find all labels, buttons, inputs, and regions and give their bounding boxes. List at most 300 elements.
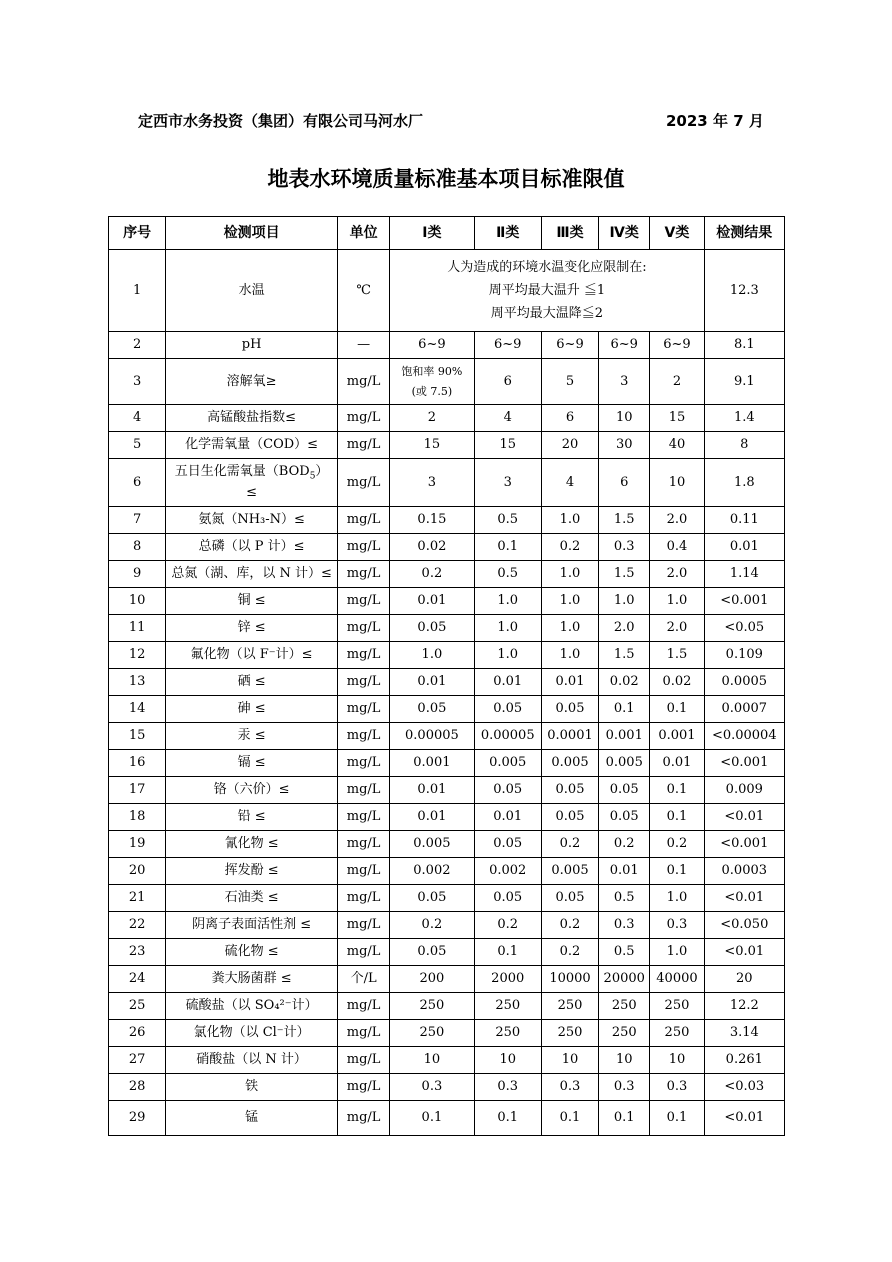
cell-class-4: 1.0 [599, 588, 650, 615]
cell-class-2: 250 [474, 1020, 541, 1047]
cell-item: 阴离子表面活性剂 ≤ [166, 912, 338, 939]
cell-no: 27 [109, 1047, 166, 1074]
cell-unit: mg/L [338, 405, 390, 432]
cell-class-3: 1.0 [541, 588, 598, 615]
cell-class-4: 0.3 [599, 1074, 650, 1101]
cell-result: 0.0003 [704, 858, 784, 885]
cell-result: 1.14 [704, 561, 784, 588]
table-row [109, 831, 785, 858]
cell-item: 硫化物 ≤ [166, 939, 338, 966]
cell-class-3: 10 [541, 1047, 598, 1074]
cell-item: 氟化物（以 F⁻计）≤ [166, 642, 338, 669]
col-header-no: 序号 [109, 217, 166, 250]
cell-no: 8 [109, 534, 166, 561]
document-title: 地表水环境质量标准基本项目标准限值 [267, 167, 625, 191]
cell-class-4: 6 [599, 459, 650, 507]
cell-class-2: 1.0 [474, 588, 541, 615]
cell-class-5: 2.0 [650, 507, 704, 534]
cell-result: 0.0007 [704, 696, 784, 723]
cell-class-5: 0.2 [650, 831, 704, 858]
cell-result: 8 [704, 432, 784, 459]
table-row [109, 459, 785, 507]
cell-class-4: 3 [599, 359, 650, 405]
cell-class-3: 0.01 [541, 669, 598, 696]
cell-no: 24 [109, 966, 166, 993]
cell-class-3: 0.2 [541, 534, 598, 561]
cell-class-1: 0.05 [390, 939, 474, 966]
table-row [109, 885, 785, 912]
cell-class-3: 1.0 [541, 615, 598, 642]
cell-unit: mg/L [338, 777, 390, 804]
table-row [109, 432, 785, 459]
cell-class-1: 6~9 [390, 332, 474, 359]
table-row [109, 332, 785, 359]
cell-result: 3.14 [704, 1020, 784, 1047]
cell-item: 氰化物 ≤ [166, 831, 338, 858]
cell-class-4: 0.2 [599, 831, 650, 858]
cell-item: 氯化物（以 Cl⁻计） [166, 1020, 338, 1047]
cell-class-2: 0.5 [474, 561, 541, 588]
cell-result: 1.8 [704, 459, 784, 507]
cell-unit: mg/L [338, 696, 390, 723]
cell-class-1: 0.02 [390, 534, 474, 561]
note-line: 周平均最大温升 ≦1 [488, 283, 606, 298]
cell-class-4: 10 [599, 405, 650, 432]
cell-class-4: 30 [599, 432, 650, 459]
cell-item: 溶解氧≥ [166, 359, 338, 405]
cell-no: 25 [109, 993, 166, 1020]
cell-class-1: 0.002 [390, 858, 474, 885]
cell-class-4: 0.05 [599, 777, 650, 804]
cell-item: 化学需氧量（COD）≤ [166, 432, 338, 459]
cell-item: 挥发酚 ≤ [166, 858, 338, 885]
cell-class-5: 2.0 [650, 561, 704, 588]
cell-item: 铁 [166, 1074, 338, 1101]
cell-class-5: 2 [650, 359, 704, 405]
cell-item: 粪大肠菌群 ≤ [166, 966, 338, 993]
table-row [109, 588, 785, 615]
cell-item: 硫酸盐（以 SO₄²⁻计） [166, 993, 338, 1020]
cell-class-3: 250 [541, 1020, 598, 1047]
cell-unit: mg/L [338, 1101, 390, 1136]
cell-class-4: 10 [599, 1047, 650, 1074]
cell-class-4: 250 [599, 993, 650, 1020]
cell-unit: mg/L [338, 669, 390, 696]
note-line: 周平均最大温降≦2 [490, 306, 604, 321]
cell-class-4: 2.0 [599, 615, 650, 642]
cell-class-3: 250 [541, 993, 598, 1020]
cell-class-2: 0.05 [474, 831, 541, 858]
cell-item: 氨氮（NH₃-N）≤ [166, 507, 338, 534]
cell-class-3: 0.05 [541, 885, 598, 912]
cell-class-2: 0.01 [474, 804, 541, 831]
cell-class-2: 10 [474, 1047, 541, 1074]
cell-class-5: 2.0 [650, 615, 704, 642]
cell-no: 1 [109, 250, 166, 332]
cell-unit: mg/L [338, 561, 390, 588]
cell-class-3: 6~9 [541, 332, 598, 359]
cell-class-4: 0.3 [599, 534, 650, 561]
cell-unit: mg/L [338, 1074, 390, 1101]
cell-class-1: 1.0 [390, 642, 474, 669]
cell-item: 锰 [166, 1101, 338, 1136]
organization-name: 定西市水务投资（集团）有限公司马河水厂 [138, 112, 424, 130]
cell-class-3: 0.2 [541, 831, 598, 858]
item-text: 五日生化需氧量（BOD [174, 464, 310, 480]
cell-no: 3 [109, 359, 166, 405]
cell-class-4: 0.02 [599, 669, 650, 696]
cell-class-1: 250 [390, 993, 474, 1020]
table-row [109, 359, 785, 405]
cell-class-4: 0.05 [599, 804, 650, 831]
cell-class-5: 6~9 [650, 332, 704, 359]
cell-class-5: 1.0 [650, 885, 704, 912]
cell-class-5: 0.1 [650, 1101, 704, 1136]
cell-class-1: 250 [390, 1020, 474, 1047]
cell-unit: mg/L [338, 359, 390, 405]
cell-class-2: 0.1 [474, 534, 541, 561]
water-temp-note [390, 250, 704, 332]
cell-class-5: 250 [650, 993, 704, 1020]
cell-result: 1.4 [704, 405, 784, 432]
table-row [109, 1074, 785, 1101]
cell-unit: mg/L [338, 804, 390, 831]
cell-class-5: 10 [650, 1047, 704, 1074]
cell-class-4: 0.001 [599, 723, 650, 750]
table-row [109, 858, 785, 885]
cell-class-1: 10 [390, 1047, 474, 1074]
col-header-class-2: Ⅱ类 [474, 217, 541, 250]
col-header-item: 检测项目 [166, 217, 338, 250]
table-row [109, 1101, 785, 1136]
table-row [109, 507, 785, 534]
cell-class-5: 0.1 [650, 858, 704, 885]
cell-class-3: 0.2 [541, 939, 598, 966]
cell-no: 16 [109, 750, 166, 777]
table-row [109, 1020, 785, 1047]
cell-class-4: 6~9 [599, 332, 650, 359]
cell-class-2: 0.05 [474, 885, 541, 912]
cell-class-5: 0.1 [650, 696, 704, 723]
cell-class-1: 0.2 [390, 561, 474, 588]
cell-unit: mg/L [338, 939, 390, 966]
cell-class-3: 0.3 [541, 1074, 598, 1101]
cell-no: 12 [109, 642, 166, 669]
cell-class-5: 0.3 [650, 1074, 704, 1101]
table-row [109, 1047, 785, 1074]
cell-no: 6 [109, 459, 166, 507]
cell-class-3: 20 [541, 432, 598, 459]
table-row [109, 615, 785, 642]
cell-class-4: 20000 [599, 966, 650, 993]
cell-item: 高锰酸盐指数≤ [166, 405, 338, 432]
cell-class-3: 1.0 [541, 507, 598, 534]
cell-item: 石油类 ≤ [166, 885, 338, 912]
cell-class-1: 0.001 [390, 750, 474, 777]
cell-item: 铬（六价）≤ [166, 777, 338, 804]
cell-result: 0.109 [704, 642, 784, 669]
cell-class-2: 250 [474, 993, 541, 1020]
table-row [109, 405, 785, 432]
cell-unit: mg/L [338, 993, 390, 1020]
report-date: 2023 年 7 月 [666, 112, 764, 130]
cell-unit: mg/L [338, 459, 390, 507]
cell-class-1: 2 [390, 405, 474, 432]
cell-class-5: 10 [650, 459, 704, 507]
table-row [109, 777, 785, 804]
cell-item: 锌 ≤ [166, 615, 338, 642]
cell-class-2: 0.05 [474, 777, 541, 804]
cell-item: 铜 ≤ [166, 588, 338, 615]
table-row [109, 669, 785, 696]
cell-no: 26 [109, 1020, 166, 1047]
cell-class-2: 0.3 [474, 1074, 541, 1101]
cell-class-5: 0.1 [650, 804, 704, 831]
cell-result: 0.261 [704, 1047, 784, 1074]
cell-result: <0.050 [704, 912, 784, 939]
cell-class-4: 0.3 [599, 912, 650, 939]
cell-class-2: 0.002 [474, 858, 541, 885]
cell-class-1: 3 [390, 459, 474, 507]
cell-no: 14 [109, 696, 166, 723]
cell-result: <0.01 [704, 1101, 784, 1136]
cell-class-1: 0.01 [390, 669, 474, 696]
cell-class-1: 0.00005 [390, 723, 474, 750]
cell-result: 12.3 [704, 250, 784, 332]
cell-no: 10 [109, 588, 166, 615]
cell-class-5: 1.0 [650, 588, 704, 615]
cell-item: 汞 ≤ [166, 723, 338, 750]
cell-unit: 个/L [338, 966, 390, 993]
cell-no: 18 [109, 804, 166, 831]
cell-class-5: 15 [650, 405, 704, 432]
cell-class-1: 0.05 [390, 696, 474, 723]
cell-no: 19 [109, 831, 166, 858]
cell-item: 铅 ≤ [166, 804, 338, 831]
cell-unit: mg/L [338, 723, 390, 750]
cell-class-4: 1.5 [599, 642, 650, 669]
table-row [109, 696, 785, 723]
cell-class-5: 250 [650, 1020, 704, 1047]
cell-result: 8.1 [704, 332, 784, 359]
cell-class-5: 40 [650, 432, 704, 459]
cell-class-2: 15 [474, 432, 541, 459]
cell-class-3: 0.2 [541, 912, 598, 939]
cell-class-1: 0.05 [390, 885, 474, 912]
table-row [109, 993, 785, 1020]
table-row [109, 534, 785, 561]
cell-item: 硝酸盐（以 N 计） [166, 1047, 338, 1074]
cell-unit: mg/L [338, 750, 390, 777]
cell-result: 12.2 [704, 993, 784, 1020]
cell-unit: mg/L [338, 615, 390, 642]
cell-class-1: 200 [390, 966, 474, 993]
cell-class-3: 0.0001 [541, 723, 598, 750]
cell-no: 29 [109, 1101, 166, 1136]
cell-class-3: 6 [541, 405, 598, 432]
table-row [109, 804, 785, 831]
cell-class-2: 0.1 [474, 939, 541, 966]
cell-class-2: 1.0 [474, 642, 541, 669]
cell-unit: mg/L [338, 1047, 390, 1074]
cell-class-4: 0.005 [599, 750, 650, 777]
cell-unit: mg/L [338, 534, 390, 561]
col-header-class-3: Ⅲ类 [541, 217, 598, 250]
saturation-line: (或 7.5) [411, 384, 453, 398]
cell-no: 21 [109, 885, 166, 912]
saturation-line: 饱和率 90% [401, 364, 463, 378]
cell-class-1: 0.01 [390, 777, 474, 804]
cell-class-2: 2000 [474, 966, 541, 993]
note-line: 人为造成的环境水温变化应限制在: [447, 260, 647, 275]
cell-no: 15 [109, 723, 166, 750]
cell-no: 7 [109, 507, 166, 534]
cell-result: 0.11 [704, 507, 784, 534]
cell-class-4: 0.1 [599, 1101, 650, 1136]
cell-class-3: 5 [541, 359, 598, 405]
cell-result: <0.01 [704, 804, 784, 831]
cell-class-2: 0.005 [474, 750, 541, 777]
cell-class-4: 1.5 [599, 507, 650, 534]
table-header-row [109, 217, 785, 250]
cell-unit: mg/L [338, 858, 390, 885]
cell-item: 砷 ≤ [166, 696, 338, 723]
col-header-result: 检测结果 [704, 217, 784, 250]
item-line [166, 464, 337, 485]
cell-class-3: 1.0 [541, 642, 598, 669]
cell-unit: mg/L [338, 642, 390, 669]
cell-item: 总氮（湖、库，以 N 计）≤ [166, 561, 338, 588]
cell-class-3: 1.0 [541, 561, 598, 588]
cell-class-5: 1.5 [650, 642, 704, 669]
cell-unit: — [338, 332, 390, 359]
table-row [109, 561, 785, 588]
cell-class-5: 1.0 [650, 939, 704, 966]
cell-class-4: 0.5 [599, 939, 650, 966]
cell-no: 4 [109, 405, 166, 432]
table-row [109, 939, 785, 966]
cell-result: <0.03 [704, 1074, 784, 1101]
cell-class-2: 1.0 [474, 615, 541, 642]
cell-class-1 [390, 359, 474, 405]
cell-class-2: 0.05 [474, 696, 541, 723]
cell-item: 硒 ≤ [166, 669, 338, 696]
cell-class-5: 0.3 [650, 912, 704, 939]
cell-unit: mg/L [338, 432, 390, 459]
cell-class-2: 6 [474, 359, 541, 405]
cell-class-4: 0.01 [599, 858, 650, 885]
cell-class-4: 1.5 [599, 561, 650, 588]
cell-result: 0.01 [704, 534, 784, 561]
cell-result: 0.0005 [704, 669, 784, 696]
cell-result: <0.00004 [704, 723, 784, 750]
cell-item: 镉 ≤ [166, 750, 338, 777]
standards-table [108, 216, 785, 1136]
cell-class-2: 0.01 [474, 669, 541, 696]
cell-result: 0.009 [704, 777, 784, 804]
cell-class-1: 0.005 [390, 831, 474, 858]
cell-no: 22 [109, 912, 166, 939]
cell-unit: mg/L [338, 588, 390, 615]
cell-class-5: 40000 [650, 966, 704, 993]
cell-result: <0.001 [704, 588, 784, 615]
cell-item: 总磷（以 P 计）≤ [166, 534, 338, 561]
cell-no: 13 [109, 669, 166, 696]
col-header-class-1: Ⅰ类 [390, 217, 474, 250]
cell-no: 17 [109, 777, 166, 804]
cell-class-1: 0.2 [390, 912, 474, 939]
cell-class-5: 0.001 [650, 723, 704, 750]
cell-class-3: 0.005 [541, 750, 598, 777]
col-header-class-4: Ⅳ类 [599, 217, 650, 250]
cell-result: <0.01 [704, 939, 784, 966]
cell-class-1: 0.01 [390, 804, 474, 831]
table-row [109, 966, 785, 993]
cell-result: <0.001 [704, 831, 784, 858]
item-line: ≤ [246, 484, 258, 500]
cell-unit: mg/L [338, 1020, 390, 1047]
item-text: ） [315, 464, 329, 480]
cell-class-2: 6~9 [474, 332, 541, 359]
cell-class-2: 0.5 [474, 507, 541, 534]
cell-class-5: 0.4 [650, 534, 704, 561]
cell-class-2: 0.1 [474, 1101, 541, 1136]
cell-class-4: 0.1 [599, 696, 650, 723]
cell-class-5: 0.02 [650, 669, 704, 696]
table-row [109, 642, 785, 669]
cell-class-4: 0.5 [599, 885, 650, 912]
cell-class-3: 0.05 [541, 804, 598, 831]
cell-no: 11 [109, 615, 166, 642]
cell-class-1: 0.05 [390, 615, 474, 642]
cell-no: 5 [109, 432, 166, 459]
cell-class-2: 0.00005 [474, 723, 541, 750]
cell-unit: ℃ [338, 250, 390, 332]
cell-class-5: 0.01 [650, 750, 704, 777]
table-row [109, 250, 785, 332]
cell-class-2: 0.2 [474, 912, 541, 939]
cell-item [166, 459, 338, 507]
cell-class-1: 0.01 [390, 588, 474, 615]
cell-class-3: 0.1 [541, 1101, 598, 1136]
table-row [109, 723, 785, 750]
cell-no: 2 [109, 332, 166, 359]
cell-result: 9.1 [704, 359, 784, 405]
cell-item: pH [166, 332, 338, 359]
cell-class-3: 10000 [541, 966, 598, 993]
cell-class-1: 15 [390, 432, 474, 459]
cell-class-3: 0.005 [541, 858, 598, 885]
cell-class-2: 4 [474, 405, 541, 432]
cell-class-3: 4 [541, 459, 598, 507]
cell-no: 23 [109, 939, 166, 966]
table-row [109, 750, 785, 777]
cell-no: 28 [109, 1074, 166, 1101]
subscript: 5 [309, 471, 316, 482]
cell-class-2: 3 [474, 459, 541, 507]
cell-class-1: 0.3 [390, 1074, 474, 1101]
cell-class-3: 0.05 [541, 696, 598, 723]
cell-no: 9 [109, 561, 166, 588]
col-header-class-5: Ⅴ类 [650, 217, 704, 250]
col-header-unit: 单位 [338, 217, 390, 250]
cell-result: <0.05 [704, 615, 784, 642]
cell-item: 水温 [166, 250, 338, 332]
cell-no: 20 [109, 858, 166, 885]
cell-class-1: 0.15 [390, 507, 474, 534]
cell-unit: mg/L [338, 912, 390, 939]
cell-unit: mg/L [338, 885, 390, 912]
